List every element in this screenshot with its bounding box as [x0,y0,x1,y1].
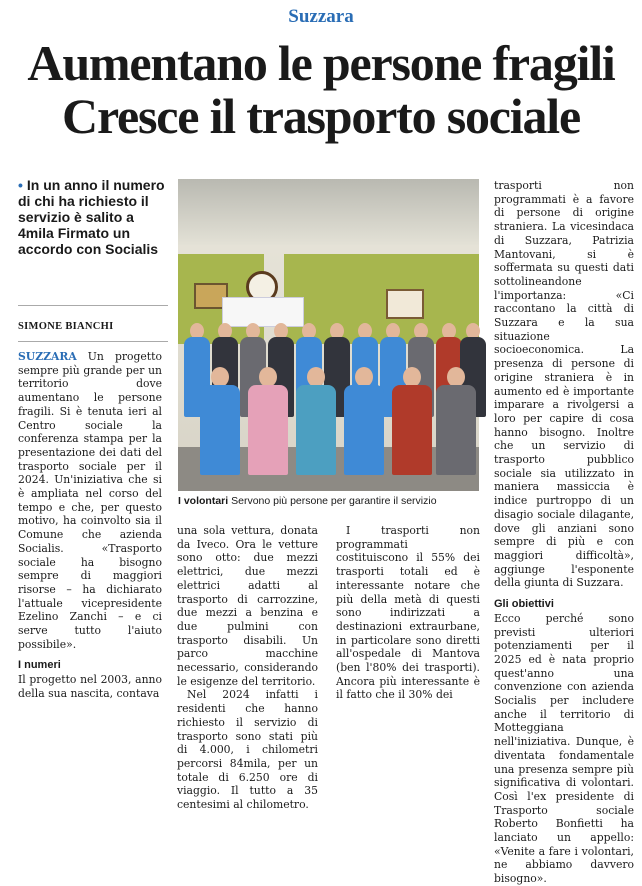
divider [18,305,168,306]
headline-line-2: Cresce il trasporto sociale [62,88,580,144]
photo-caption [178,495,483,507]
photo-frame [386,289,424,319]
summary-text: In un anno il numero di chi ha richiesto il servizio è salito a 4mila Firmato un accordo con Socialis [18,177,165,257]
caption-text: Servono più persone per garantire il servizio [231,495,437,507]
section-label: Suzzara [288,6,354,27]
caption-label: I volontari [178,495,229,507]
subhead-numbers: I numeri [18,659,61,672]
article-column-3 [336,524,480,702]
summary [18,177,168,257]
bullet-icon: • [18,177,23,193]
subhead-goals: Gli obiettivi [494,598,554,611]
divider [18,341,168,342]
kicker: SUZZARA [18,350,77,363]
paragraph-trips: I trasporti non programmati costituiscono il 55% dei trasporti totali ed è interessante notare che più della metà di questi sono indirizzati a destinazioni extraurbane, in particolare sono diretti all'ospedale di Mantova (ben l'80% dei trasporti). Ancora più interessante è il fatto che il 30% dei [336,524,480,702]
photo-banner [222,297,304,327]
paragraph-goals: Ecco perché sono previsti ulteriori potenziamenti per il 2025 ed è nata proprio quest'anno una convenzione con azienda Socialis per includere anche il territorio di Motteggiana nell'iniziativa. Dunque, è diventata fondamentale una presenza sempre più significativa di volontari. Così l'ex presidente di Trasporto sociale Roberto Bonfietti ha lanciato un appello: «Venite a fare i volontari, ne abbiamo davvero bisogno». [494,611,634,886]
paragraph-trips-continued: trasporti non programmati è a favore di persone di origine straniera. La vicesindaca di Suzzara, Patrizia Mantovani, si è soffermata su questi dati sottolineandone l'importanza: «Ci raccontano la città di Suzzara e la sua situazione socioeconomica. La presenza di persone di origine straniera è in aumento ed è importante imparare a rivolgersi a loro per capire di cosa hanno bisogno. Inoltre che un servizio di trasporto pubblico sociale sia utilizzato in maniera massiccia è indice purtroppo di un disagio sociale dilagante, dove gli anziani sono sempre di più e con maggiori difficoltà», aggiunge l'esponente della giunta di Suzzara. [494,179,634,590]
paragraph-numbers-continued: una sola vettura, donata da Iveco. Ora le vetture sono otto: due mezzi elettrici, due mezzi elettrici adatti al trasporto di carrozzine, due mezzi a benzina e due pulmini con trasporto disabili. Un parco macchine necessario, considerando le esigenze del territorio. [177,524,318,688]
volunteers-photo [178,179,479,491]
photo-ceiling [178,179,479,245]
paragraph-stats: Nel 2024 infatti i residenti che hanno richiesto il servizio di trasporto sono stati più di 4.000, i chilometri percorsi 84mila, per un totale di 6.250 ore di viaggio. Il tutto a 35 centesimi al chilometro. [177,688,318,812]
article-column-4 [494,179,634,886]
byline: SIMONE BIANCHI [18,321,114,332]
article-column-1 [18,350,162,701]
paragraph-intro: Un progetto sempre più grande per un territorio dove aumentano le persone fragili. Si è tenuta ieri al Centro sociale la conferenza stampa per la presentazione dei dati del trasporto sociale per il 2024. Un'iniziativa che si è ampliata nel corso del tempo e che, per questo motivo, ha coinvolto sia il Comune che azienda Socialis. «Trasporto sociale ha bisogno sempre di maggiori risorse – ha dichiarato l'attuale vicepresidente Ezelino Zanchi – e ci serve tutto l'aiuto possibile». [18,350,162,651]
headline-line-1: Aumentano le persone fragili [27,35,615,91]
article-column-2 [177,524,318,812]
paragraph-numbers: Il progetto nel 2003, anno della sua nascita, contava [18,673,162,700]
